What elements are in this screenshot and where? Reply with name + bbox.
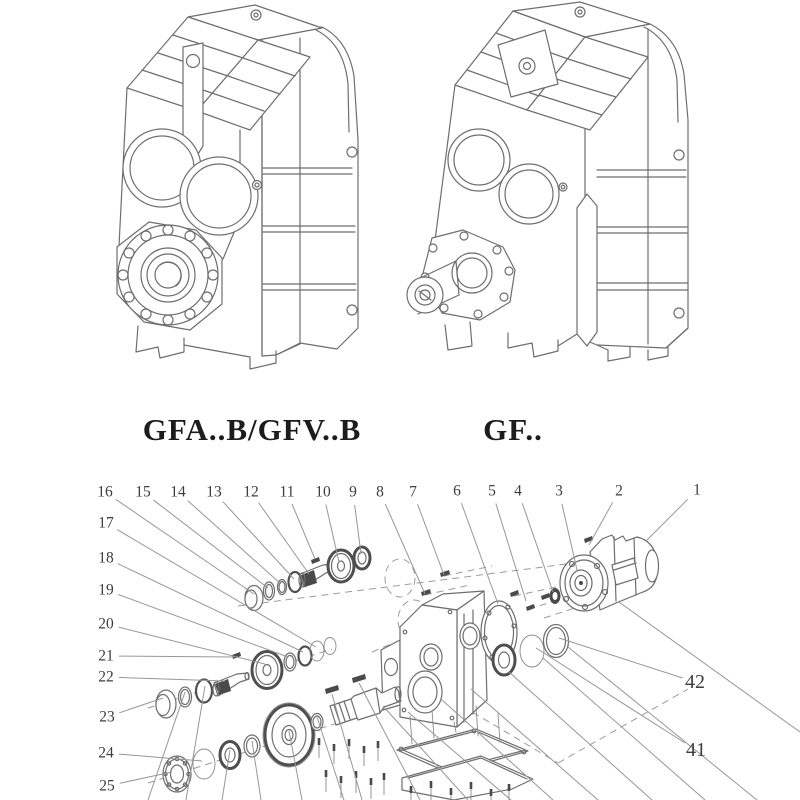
part-number-24: 24	[98, 744, 114, 762]
ring-42	[544, 625, 569, 658]
part-number-25: 25	[99, 777, 115, 795]
leader-line-13	[223, 502, 294, 579]
leader-line-5	[496, 503, 526, 601]
part-number-22: 22	[98, 668, 114, 686]
flange-gasket-and-rings	[481, 601, 569, 675]
part-number-3: 3	[555, 482, 563, 500]
leader-line-20	[119, 627, 265, 664]
model-label-gfab-gfvb: GFA..B/GFV..B	[142, 412, 362, 447]
mount-ear-hole	[674, 150, 684, 160]
leader-line-6	[461, 503, 498, 604]
mount-ear-hole	[674, 308, 684, 318]
part-number-8: 8	[376, 483, 384, 501]
leader-line-7	[418, 504, 444, 575]
leader-line-1	[646, 499, 688, 541]
leader-line-14	[188, 501, 281, 584]
leader-line-21	[119, 656, 234, 657]
oil-plug	[253, 181, 262, 190]
part-number-4: 4	[514, 482, 522, 500]
part-number-17: 17	[98, 514, 114, 532]
drawing-gf-gearbox	[407, 2, 688, 361]
part-number-1: 1	[693, 481, 701, 499]
mount-ear-hole	[347, 305, 357, 315]
snap-ring	[193, 749, 215, 779]
leader-line-24	[119, 754, 202, 761]
leader-line-41	[536, 648, 685, 743]
leader-line-22	[119, 677, 225, 681]
part-number-13: 13	[206, 483, 222, 501]
part-number-7: 7	[409, 483, 417, 501]
cropped-leader-line-14	[543, 658, 705, 800]
bearing	[299, 647, 312, 666]
part-number-41: 41	[686, 739, 706, 761]
part-number-20: 20	[98, 615, 114, 633]
ring	[324, 638, 336, 655]
part-number-14: 14	[170, 483, 186, 501]
part-number-23: 23	[99, 708, 115, 726]
roller-bearing	[163, 756, 191, 792]
model-label-gf: GF..	[483, 412, 543, 447]
part-number-2: 2	[615, 482, 623, 500]
part-number-10: 10	[315, 483, 331, 501]
part-number-9: 9	[349, 483, 357, 501]
part-number-21: 21	[98, 647, 114, 665]
leader-line-18	[118, 564, 303, 652]
cropped-leader-line-6	[317, 717, 344, 800]
oil-plug	[559, 183, 567, 191]
bracket-hole	[187, 55, 200, 68]
motor-assembly	[560, 535, 659, 611]
cropped-leader-line-15	[568, 647, 757, 800]
input-shaft-parts	[245, 547, 370, 611]
drawing-gfab-gearbox	[117, 5, 358, 369]
motor-rear-cap	[646, 550, 659, 582]
leader-line-42	[559, 638, 683, 678]
intermediate-pinion-shaft	[213, 673, 249, 697]
snap-ring	[310, 641, 324, 661]
part-number-15: 15	[135, 483, 151, 501]
mount-ear-hole	[347, 147, 357, 157]
gear-housing	[381, 591, 487, 727]
part-number-18: 18	[98, 549, 114, 567]
part-number-11: 11	[279, 483, 295, 501]
leader-line-8	[385, 504, 425, 594]
exploded-parts-diagram	[97, 482, 800, 800]
bracket-hole	[519, 58, 535, 74]
intermediate-shaft-parts	[156, 638, 336, 719]
part-number-12: 12	[243, 483, 259, 501]
leader-line-4	[522, 503, 553, 592]
leader-line-9	[355, 505, 361, 554]
part-number-5: 5	[488, 482, 496, 500]
part-number-42: 42	[685, 671, 705, 693]
part-number-19: 19	[98, 581, 114, 599]
leader-line-15	[153, 500, 268, 588]
output-gear	[263, 703, 315, 767]
key	[311, 557, 320, 564]
leader-line-12	[259, 503, 309, 574]
part-number-6: 6	[453, 482, 461, 500]
part-number-16: 16	[97, 483, 113, 501]
key	[352, 674, 366, 683]
leader-line-11	[292, 504, 315, 559]
key	[325, 685, 339, 694]
